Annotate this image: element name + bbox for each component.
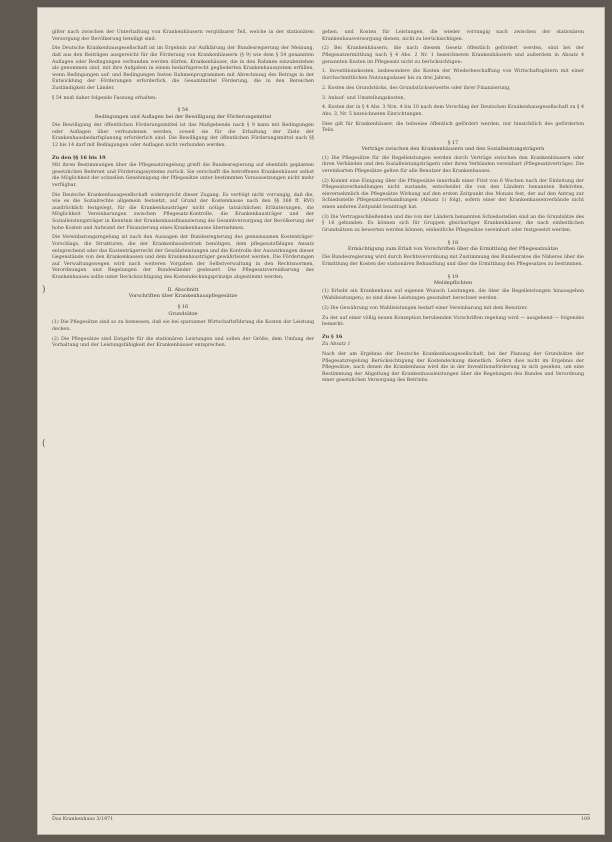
paragraph: (2) Die Gewährung von Wahlleistungen bedarf einer Vereinbarung mit dem Benutzer.	[322, 305, 528, 311]
paragraph: (1) Die Pflegesätze für die Regelleistungen werden durch Verträge zwischen den Krankenhäusern oder ihren Verbänden und den Sozialleistungsträgern oder ihren Verbänden vereinbart (Pflegesatzverträge). Die vereinbarten Pflegesätze gelten für alle Benutzer des Krankenhauses.	[322, 155, 584, 174]
page-footer	[52, 814, 590, 822]
paragraph: (1) Erhebt ein Krankenhaus auf eigenen Wunsch Leistungen, die über die Regelleistungen hinausgehen (Wahlleistungen), so sind diese Leistungen gesondert berechnet werden.	[322, 289, 584, 301]
list-item: 1. Investitionskosten, insbesondere die Kosten der Wiederbeschaffung von Wirtschaftsgütern mit einer durchschnittlichen Nutzungsdauer bis zu drei Jahren,	[322, 69, 584, 81]
list-item: 2. Kosten des Grundstücks, des Grundstückserwerbs oder ihrer Finanzierung,	[322, 85, 511, 91]
paragraph: Zu der auf einer völlig neuen Konzeption beruhenden Vorschriften regelung wird — ausgehend — folgendes bemerkt:	[322, 315, 584, 328]
paragraph: Nach der am Ergebnis der Deutsche Krankenhausgesellschaft, bei der Planung der Grundsätze der Pflegesatzregelung Berücksichtigung der Kostendeckung dienstlich. Sofern dies nicht im Ergebnis der Pflegesätze, nach denen die Krankenhaus wird die in der Investitionsförderung in sich gesehen, um eine Bestimmung der Abgeltung der Krankenhausleistungen über die Regelungen des Bundes und Verordnung einer gesetzlichen Versorgung des Betriebs.	[322, 352, 584, 384]
subheading-small: Zu Absatz 1	[322, 342, 351, 348]
section-title: Bedingungen und Auflagen bei der Bewilligung der Förderungsmittel	[94, 113, 272, 120]
paragraph: Die Deutsche Krankenhausgesellschaft widerspricht dieser Zugang. Es verfolgt nicht vorrangig, daß die, wie es die Sozialrechte allgemein festsetzt, auf Grund der Kostenmasse nach den §§ 368 ff. RVO ausdrücklich festgelegt, für die Krankenhausträger nicht nötige tatsächlichen Erläuterungen, die Möglichkeit Vereinbarungen zwischen Pflegesatz-Kontrolle, die Krankenhausträger und der Sozialleistungsträger in Kenntnis der Krankenhausfinanzierung die Gesamtversorgung der Bevölkerung der hohe Kosten und Aufwand der Finanzierung eines Krankenhauses übernehmen.	[52, 192, 314, 231]
section-number: § 16	[177, 304, 189, 311]
paragraph: Die Bewilligung der öffentlichen Förderungsmittel ist das Maßgebende nach § 9 kann mit Bedingungen oder Auflagen über verbundenen werden, soweit sie für die Erhaltung der Ziele der Krankenhausbedarfsplanung erforderlich sind. Die Bewilligung der öffentlichen Förderungsmittel nach §§ 12 bis 14 darf mit Bedingungen oder Auflagen nicht verbunden werden.	[52, 123, 314, 148]
paragraph: (2) Kommt eine Einigung über die Pflegesätze innerhalb einer Frist von 6 Wochen nach der Einleitung der Pflegesatzverhandlungen nicht zustande, entscheidet die von den Ländern benannten Behörden, einvernehmlich die Pflegesätze Wirkung auf den ersten Zeitpunkt des Monats fest, der auf den Antrag zur Schiedsstelle Pflegesatzverhandlungen (Absatz 1) folgt, sofern einer der Krankenkassenverbände nicht einen anderen Zeitpunkt beantragt hat.	[322, 178, 584, 210]
margin-mark: (	[42, 439, 46, 449]
section-heading	[322, 240, 584, 253]
margin-mark: )	[42, 285, 46, 295]
paragraph: (2) Die Pflegesätze sind Entgelte für die stationären Leistungen und sollen der Größe, dem Umfang der Vorhaltung und der Leistungsfähigkeit der Krankenhäuser entsprechen.	[52, 336, 314, 349]
paragraph: (2) Bei Krankenhäusern, die nach diesem Gesetz öffentlich gefördert werden, sind bei der Pflegesatzermittlung nach § 4 Abs. 2 Nr. 1 bezeichneten Krankenhäusern und außerdem in Absatz 4 genannten Kosten im Pflegesatz nicht zu berücksichtigen:	[322, 46, 584, 65]
section-heading	[52, 107, 314, 120]
paragraph: gilter nach zwischen der Unterhaltung von Krankenhäusern vergütbarer Teil, welche in der stationären Versorgung der Bevölkerung beteiligt sind.	[52, 30, 314, 42]
right-column	[322, 30, 584, 388]
paragraph: Die Deutsche Krankenhausgesellschaft ist im Ergebnis zur Aufklärung der Bundesregierung der Meinung, daß aus den Beiträgen ausgereicht für die Förderung von Krankenhäusern (§ 9) wie dem § 54 genannten Auflagen oder Bedingungen verbunden werden dürfen. Krankenhäuser, die in den Rahmen einzubeziehen als genommen sind, mit ihre Aufgaben in einem bedarfsgerecht gegliederten Krankenhaussystem erfüllen, wenn Bedingungen auf- und Bedingungen festen Rahmenprogrammen mit Abrechnung des Betrags in der Entwicklung der Förderungen erforderlich, die Gesamtmittel Förderung, die in den Bereichen Zuständigkeit der Länder.	[52, 46, 314, 91]
section-number: § 19	[447, 273, 459, 280]
section-number: § 18	[447, 239, 459, 246]
section-heading	[322, 140, 584, 153]
paragraph: (3) Die Vertragsschließenden und die von der Ländern benannten Schiedsstellen sind an die Grundsätze des § 16 gebunden. Es können sich für Gruppen gleichartiger Krankenhäuser, die nach einheitlichen Grundsätzen zu bewerten werden können, einheitliche Pflegesätze vereinbart oder festgesetzt werden.	[322, 214, 584, 233]
document-page	[38, 8, 604, 834]
paragraph: Die Bundesregierung wird durch Rechtsverordnung mit Zustimmung des Bundesrates die Näheres über die Ermittlung der Kosten der stationären Behandlung und über die Ermittlung des Pflegesatzes zu bestimmen.	[322, 255, 584, 267]
section-title: Meldepflichten	[433, 279, 473, 286]
footer-source: Das Krankenhaus 3/1971	[52, 817, 114, 822]
paragraph: gehen, und Kosten für Leistungen, die wieder vorrangig nach zwischen der stationären Krankenhausversorgung dienen, nicht zu berücksichtigen.	[322, 30, 584, 42]
list-item: 4. Kosten der in § 4 Abs. 3 Nrn. 4 bis 10 nach dem Vorschlag der Deutschen Krankenhausgesellschaft zu § 4 Abs. 3, Nr. 5 bezeichneten Einrichtungen.	[322, 105, 584, 117]
list-item: 3. Anlauf- und Umstellungskosten,	[322, 95, 406, 101]
paragraph: Dies gilt für Krankenhäuser, die teilweise öffentlich gefördert werden, nur hinsichtlich des geförderten Teils.	[322, 121, 584, 134]
section-title: Ermächtigung zum Erlaß von Vorschriften über die Ermittlung der Pflegesatzsätze	[347, 245, 559, 252]
paragraph: Mit ihren Bestimmungen über die Pflegesatzregelung greift die Bundesregierung auf ebenfalls geplanten gesetzlichen Referent und Förderungssysteme zurück. Sie verschafft die betroffenen Krankenhäuser selbst die Möglichkeit der schnellen Genehmigung der Pflegesätze unter bestimmten Voraussetzungen nicht mehr verfügbar.	[52, 163, 314, 188]
section-heading	[52, 304, 314, 317]
section-title: Grundsätze	[168, 310, 198, 317]
paragraph: Die Vereinbarungsregelung ist nach den Aussagen der Bundesregierung des gemeinsamen Kostenträger-Vorschlags, die Strukturen, die der Krankenhausbetrieb benötigen, dem pflegesatzfähigen Ansatz entsprechend oder das Kostenträgerrecht der Gewährleistungen und die Kontrolle der Auswirkungen dieser Gegenstände von den Krankenkassen und dem Krankenhausträger gewährleistet werden. Die Förderungen auf Verwaltungswegen wird nach weiteren Vorgaben der Selbstverwaltung in den Rechtsnormen, Verordnungen und Regelungen der Bundesländer gesteuert. Die Pflegesatzvereinbarung des Krankenhauses sollte unter Berücksichtigung des Kostendeckungsprinzips abgestimmt werden.	[52, 235, 314, 280]
section-title: Verträge zwischen den Krankenhäusern und den Sozialleistungsträgern	[361, 146, 545, 153]
page-number: 109	[580, 817, 590, 822]
section-number: § 54	[177, 107, 189, 114]
paragraph: (1) Die Pflegesätze sind so zu bemessen, daß sie bei sparsamer Wirtschaftsführung die Kosten der Leistung decken.	[52, 320, 314, 332]
section-number: § 17	[447, 139, 459, 146]
paragraph: § 54 muß daher folgende Fassung erhalten:	[52, 95, 157, 101]
left-column	[52, 30, 314, 353]
chapter-heading: II. Abschnitt Vorschriften über Krankenhauspflegesätze	[128, 286, 238, 299]
subheading: Zu § 16	[322, 333, 343, 340]
subheading: Zu den §§ 16 bis 19	[52, 154, 106, 161]
section-heading	[322, 274, 584, 287]
